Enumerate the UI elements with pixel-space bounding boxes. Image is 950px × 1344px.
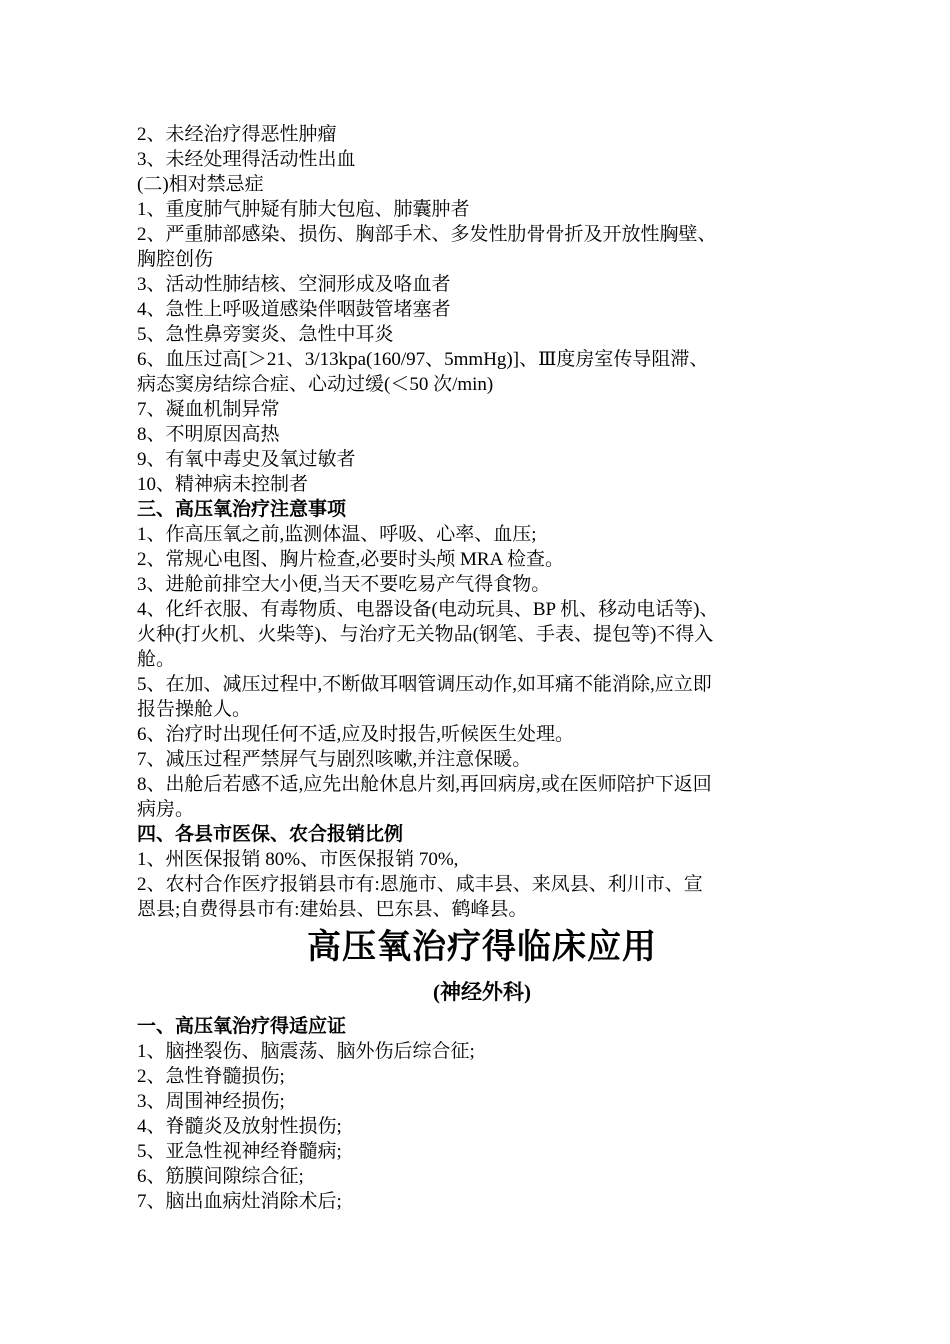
text-line: 7、凝血机制异常 — [137, 399, 280, 420]
text-line: 病态窦房结综合症、心动过缓(＜50 次/min) — [137, 374, 494, 395]
text-line: 2、未经治疗得恶性肿瘤 — [137, 124, 337, 145]
text-line: 4、脊髓炎及放射性损伤; — [137, 1116, 342, 1137]
text-line: 6、治疗时出现任何不适,应及时报告,听候医生处理。 — [137, 724, 575, 745]
section-heading: 一、高压氧治疗得适应证 — [137, 1016, 347, 1037]
text-line: 1、作高压氧之前,监测体温、呼吸、心率、血压; — [137, 524, 537, 545]
text-line: 6、血压过高[＞21、3/13kpa(160/97、5mmHg)]、Ⅲ度房室传导阻滞、 — [137, 349, 709, 370]
section-heading: 四、各县市医保、农合报销比例 — [137, 824, 404, 845]
contraindications-section — [137, 122, 827, 497]
document-title: 高压氧治疗得临床应用 — [307, 929, 657, 966]
document-subtitle: (神经外科) — [433, 980, 531, 1004]
text-line: 3、进舱前排空大小便,当天不要吃易产气得食物。 — [137, 574, 551, 595]
text-line: 1、脑挫裂伤、脑震荡、脑外伤后综合征; — [137, 1041, 475, 1062]
section-heading: 三、高压氧治疗注意事项 — [137, 499, 347, 520]
document-page — [137, 122, 827, 1214]
text-line: 7、减压过程严禁屏气与剧烈咳嗽,并注意保暖。 — [137, 749, 532, 770]
text-line: 5、急性鼻旁窦炎、急性中耳炎 — [137, 324, 394, 345]
text-line: 胸腔创伤 — [137, 249, 214, 270]
text-line: 火种(打火机、火柴等)、与治疗无关物品(钢笔、手表、提包等)不得入 — [137, 624, 714, 645]
text-line: 5、亚急性视神经脊髓病; — [137, 1141, 342, 1162]
indications-section — [137, 1014, 827, 1214]
text-line: 1、州医保报销 80%、市医保报销 70%, — [137, 849, 459, 870]
subheading-relative-contraindications: (二)相对禁忌症 — [137, 174, 264, 195]
text-line: 4、化纤衣服、有毒物质、电器设备(电动玩具、BP 机、移动电话等)、 — [137, 599, 719, 620]
text-line: 6、筋膜间隙综合征; — [137, 1166, 304, 1187]
text-line: 2、急性脊髓损伤; — [137, 1066, 285, 1087]
text-line: 恩县;自费得县市有:建始县、巴东县、鹤峰县。 — [137, 899, 528, 920]
text-line: 报告操舱人。 — [137, 699, 252, 720]
text-line: 3、周围神经损伤; — [137, 1091, 285, 1112]
text-line: 5、在加、减压过程中,不断做耳咽管调压动作,如耳痛不能消除,应立即 — [137, 674, 712, 695]
text-line: 3、活动性肺结核、空洞形成及咯血者 — [137, 274, 451, 295]
text-line: 2、严重肺部感染、损伤、胸部手术、多发性肋骨骨折及开放性胸壁、 — [137, 224, 717, 245]
text-line: 1、重度肺气肿疑有肺大包庖、肺囊肿者 — [137, 199, 470, 220]
precautions-section — [137, 497, 827, 822]
text-line: 8、不明原因高热 — [137, 424, 280, 445]
text-line: 7、脑出血病灶消除术后; — [137, 1191, 342, 1212]
text-line: 4、急性上呼吸道感染伴咽鼓管堵塞者 — [137, 299, 451, 320]
text-line: 病房。 — [137, 799, 195, 820]
text-line: 9、有氧中毒史及氧过敏者 — [137, 449, 356, 470]
reimbursement-section — [137, 822, 827, 922]
text-line: 10、精神病未控制者 — [137, 474, 309, 495]
text-line: 2、常规心电图、胸片检查,必要时头颅 MRA 检查。 — [137, 549, 564, 570]
text-line: 8、出舱后若感不适,应先出舱休息片刻,再回病房,或在医师陪护下返回 — [137, 774, 712, 795]
text-line: 3、未经处理得活动性出血 — [137, 149, 356, 170]
text-line: 舱。 — [137, 649, 176, 670]
text-line: 2、农村合作医疗报销县市有:恩施市、咸丰县、来凤县、利川市、宣 — [137, 874, 703, 895]
